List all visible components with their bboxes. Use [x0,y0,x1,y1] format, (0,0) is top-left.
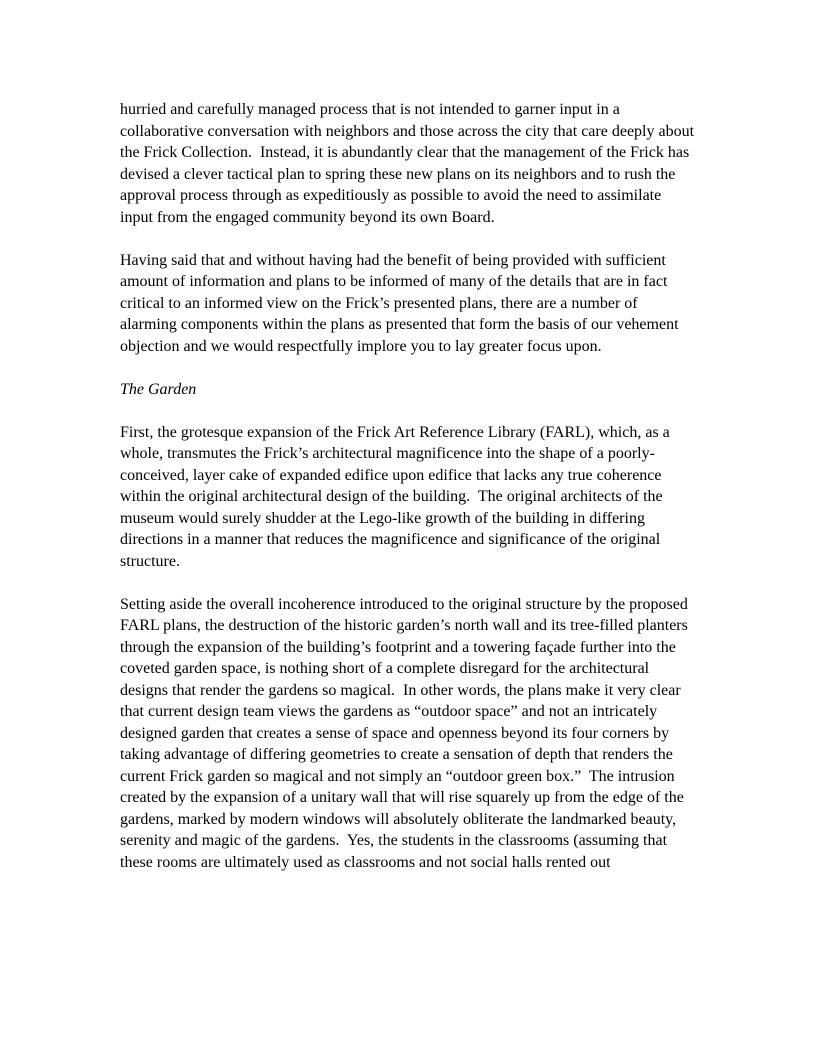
paragraph-3: First, the grotesque expansion of the Frick Art Reference Library (FARL), which, as a whole, transmutes the Frick’s architectural magnificence into the shape of a poorly-conceived, layer cake of expanded edifice upon edifice that lacks any true coherence within the original architectural design of the building. The original architects of the museum would surely shudder at the Lego-like growth of the building in differing directions in a manner that reduces the magnificence and significance of the original structure. [120,423,674,570]
paragraph-2: Having said that and without having had the benefit of being provided with sufficient amount of information and plans to be informed of many of the details that are in fact critical to an informed view on the Frick’s presented plans, there are a number of alarming components within the plans as presented that form the basis of our vehement objection and we would respectfully implore you to lay greater focus upon. [120,251,683,355]
paragraph-1: hurried and carefully managed process that is not intended to garner input in a collaborative conversation with neighbors and those across the city that care deeply about the Frick Collection. Instead, it is abundantly clear that the management of the Frick has devised a clever tactical plan to spring these new plans on its neighbors and to rush the approval process through as expeditiously as possible to avoid the need to assimilate input from the engaged community beyond its own Board. [120,101,699,226]
paragraph-4: Setting aside the overall incoherence introduced to the original structure by the proposed FARL plans, the destruction of the historic garden’s north wall and its tree-filled planters through the expansion of the building’s footprint and a towering façade further into the coveted garden space, is nothing short of a complete disregard for the architectural designs that render the gardens so magical. In other words, the plans make it very clear that current design team views the gardens as “outdoor space” and not an intricately designed garden that creates a sense of space and openness beyond its four corners by taking advantage of differing geometries to create a sensation of depth that renders the current Frick garden so magical and not simply an “outdoor green box.” The intrusion created by the expansion of a unitary wall that will rise squarely up from the edge of the gardens, marked by modern windows will absolutely obliterate the landmarked beauty, serenity and magic of the gardens. Yes, the students in the classrooms (assuming that these rooms are ultimately used as classrooms and not social halls rented out [120,595,692,871]
section-heading-the-garden: The Garden [120,380,197,398]
